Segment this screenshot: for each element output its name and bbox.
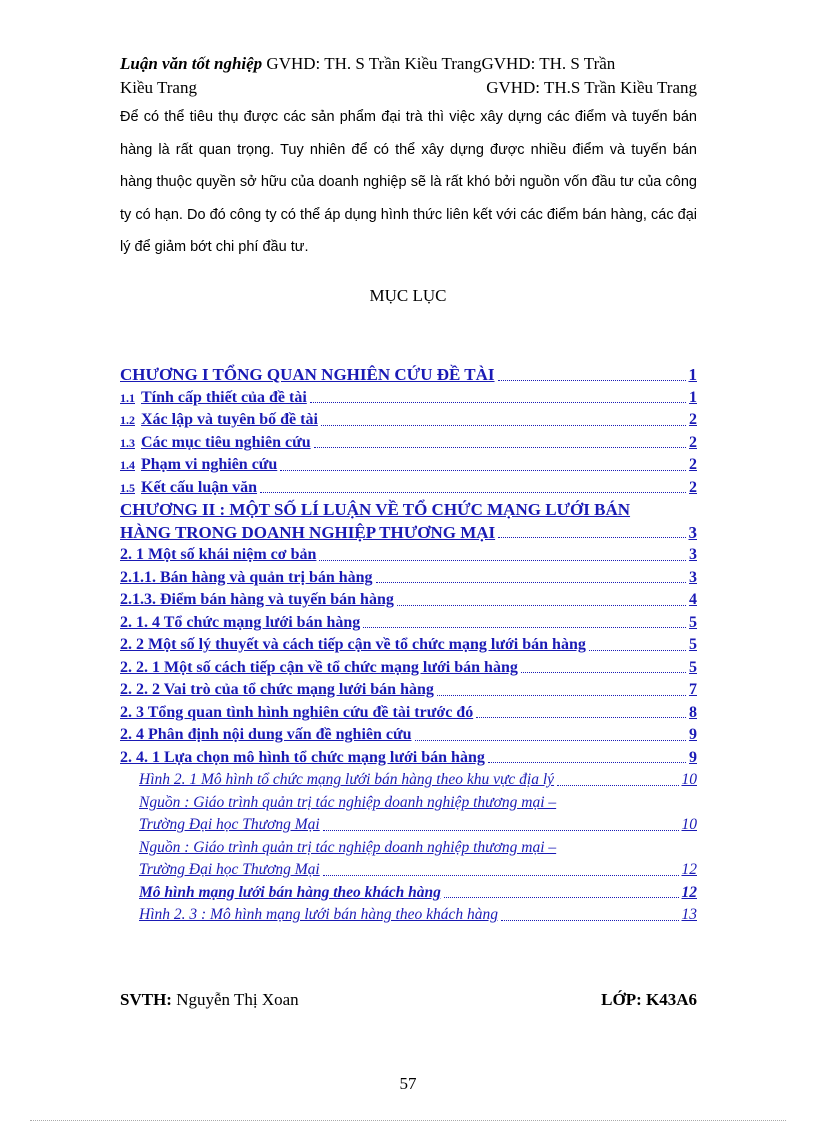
toc-entry[interactable]: 1.4 Phạm vi nghiên cứu 2 [120, 454, 697, 477]
toc-entry[interactable]: 2. 4 Phân định nội dung vấn đề nghiên cứu 9 [120, 726, 697, 743]
toc-entry-figure[interactable]: Hình 2. 1 Mô hình tổ chức mạng lưới bán hàng theo khu vực địa lý 10 [139, 771, 697, 788]
toc-entry-source-cont[interactable]: Trường Đại học Thương Mại 10 [139, 816, 697, 833]
toc-entry-figure[interactable]: Mô hình mạng lưới bán hàng theo khách hàng 12 [139, 883, 697, 901]
toc-entry-number: 1.5 [120, 480, 135, 495]
toc-entry-number: 1.3 [120, 435, 135, 450]
toc-entry[interactable]: 2. 2. 1 Một số cách tiếp cận về tổ chức mạng lưới bán hàng 5 [120, 658, 697, 676]
toc-entry-source-cont[interactable]: Trường Đại học Thương Mại 12 [139, 861, 697, 878]
toc-entry[interactable]: 2.1.3. Điểm bán hàng và tuyến bán hàng 4 [120, 591, 697, 608]
advisor-name-continued: Kiều Trang [120, 78, 197, 97]
page-number: 57 [399, 1074, 417, 1093]
table-of-contents [120, 364, 697, 927]
toc-entry-figure[interactable]: Hình 2. 3 : Mô hình mạng lưới bán hàng theo khách hàng 13 [139, 906, 697, 923]
page-footer [120, 990, 697, 1010]
page-header [120, 52, 697, 100]
toc-entry-chapter-1[interactable]: CHƯƠNG I TỔNG QUAN NGHIÊN CỨU ĐỀ TÀI 1 [120, 365, 697, 384]
student-info [120, 990, 299, 1010]
class-label: LỚP: K43A6 [601, 990, 697, 1009]
toc-entry[interactable]: 2. 1. 4 Tổ chức mạng lưới bán hàng 5 [120, 613, 697, 631]
toc-entry-number: 1.1 [120, 390, 135, 405]
advisor-repeat: GVHD: TH.S Trần Kiều Trang [486, 78, 697, 97]
toc-entry-number: 1.4 [120, 458, 135, 472]
toc-entry[interactable]: 2. 3 Tổng quan tình hình nghiên cứu đề tài trước đó 8 [120, 703, 697, 721]
toc-entry[interactable]: 1.3 Các mục tiêu nghiên cứu 2 [120, 432, 697, 455]
toc-entry-chapter-2-cont[interactable]: HÀNG TRONG DOANH NGHIỆP THƯƠNG MẠI 3 [120, 522, 697, 542]
toc-entry-source[interactable]: Nguồn : Giáo trình quản trị tác nghiệp doanh nghiệp thương mại – [139, 838, 557, 856]
toc-title: MỤC LỤC [369, 286, 447, 305]
toc-entry-chapter-2[interactable]: CHƯƠNG II : MỘT SỐ LÍ LUẬN VỀ TỔ CHỨC MẠNG LƯỚI BÁN [120, 500, 631, 519]
svth-label: SVTH: [120, 990, 172, 1009]
student-name: Nguyễn Thị Xoan [171, 990, 299, 1009]
toc-entry[interactable]: 2. 1 Một số khái niệm cơ bản 3 [120, 546, 697, 563]
header-line-2 [120, 76, 697, 100]
toc-entry[interactable]: 1.2 Xác lập và tuyên bố đề tài 2 [120, 409, 697, 432]
toc-entry[interactable]: 2.1.1. Bán hàng và quản trị bán hàng 3 [120, 568, 697, 586]
thesis-title: Luận văn tốt nghiệp [120, 54, 263, 73]
toc-entry[interactable]: 1.1 Tính cấp thiết của đề tài 1 [120, 387, 697, 410]
toc-entry[interactable]: 2. 2. 2 Vai trò của tổ chức mạng lưới bán hàng 7 [120, 681, 697, 698]
page-bottom-divider [30, 1120, 786, 1121]
toc-entry[interactable]: 2. 2 Một số lý thuyết và cách tiếp cận về tổ chức mạng lưới bán hàng 5 [120, 636, 697, 653]
toc-entry-number: 1.2 [120, 413, 135, 427]
toc-entry[interactable]: 1.5 Kết cấu luận văn 2 [120, 477, 697, 500]
header-line-1 [120, 52, 697, 76]
toc-entry[interactable]: 2. 4. 1 Lựa chọn mô hình tổ chức mạng lưới bán hàng 9 [120, 748, 697, 766]
advisor-text: GVHD: TH. S Trần Kiều TrangGVHD: TH. S Trần [262, 54, 616, 73]
intro-paragraph: Để có thể tiêu thụ được các sản phẩm đại trà thì việc xây dựng các điểm và tuyến bán hàng là rất quan trọng. Tuy nhiên để có thể xây dựng được nhiều điểm và tuyến bán hàng thuộc quyền sở hữu của doanh nghiệp sẽ là rất khó bởi nguồn vốn đầu tư của công ty có hạn. Do đó công ty có thể áp dụng hình thức liên kết với các điểm bán hàng, các đại lý để giảm bớt chi phí đầu tư. [120, 109, 697, 255]
toc-entry-source[interactable]: Nguồn : Giáo trình quản trị tác nghiệp doanh nghiệp thương mại – [139, 793, 557, 811]
